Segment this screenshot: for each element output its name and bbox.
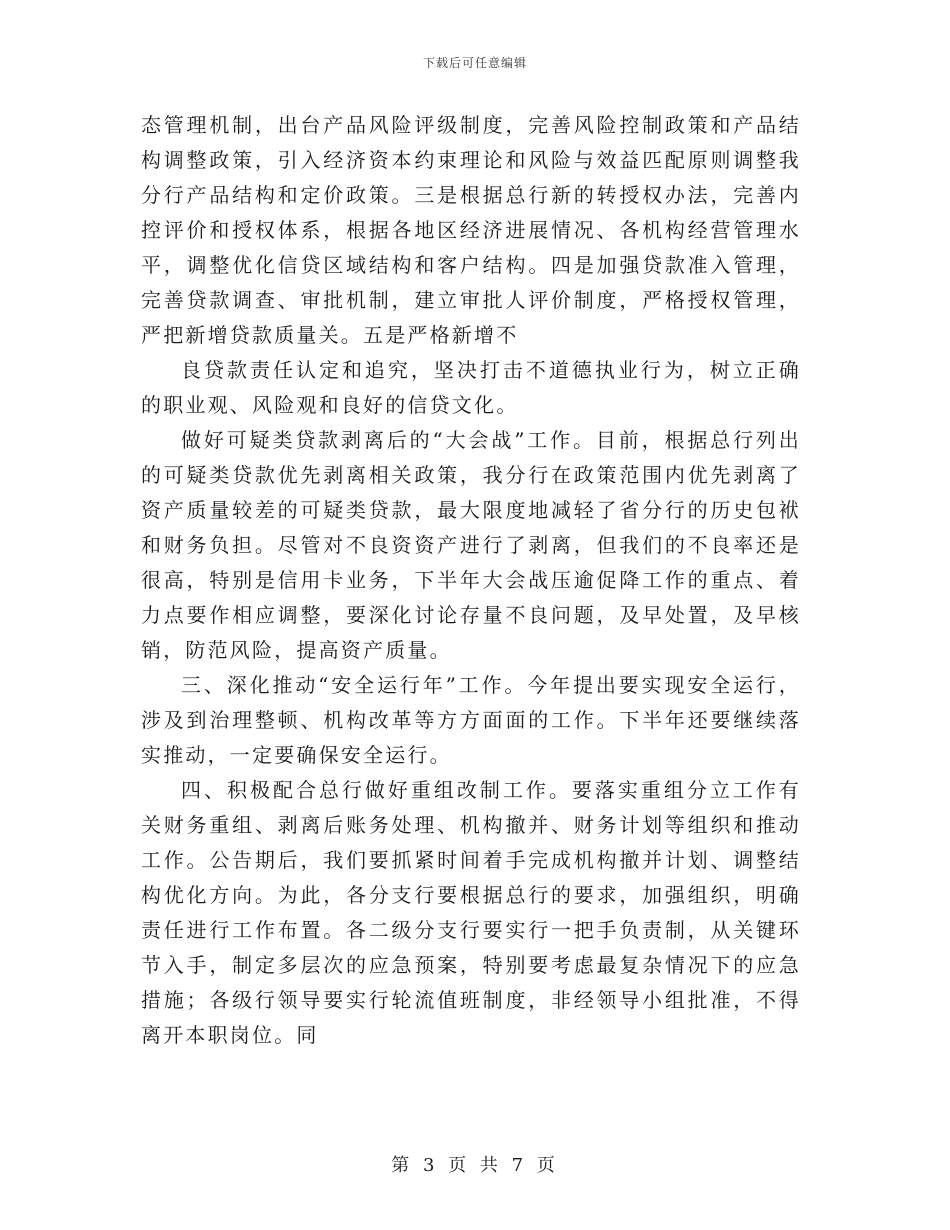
paragraph-5: 四、积极配合总行做好重组改制工作。要落实重组分立工作有关财务重组、剥离后账务处理、机构撤并、财务计划等组织和推动工作。公告期后，我们要抓紧时间着手完成机构撤并计划、调整结构优化方向。为此，各分支行要根据总行的要求，加强组织，明确责任进行工作布置。各二级分支行要实行一把手负责制，从关键环节入手，制定多层次的应急预案，特别要考虑最复杂情况下的应急措施；各级行领导要实行轮流值班制度，非经领导小组批准，不得离开本职岗位。同 [141, 778, 801, 1047]
paragraph-1: 态管理机制，出台产品风险评级制度，完善风险控制政策和产品结构调整政策，引入经济资本约束理论和风险与效益匹配原则调整我分行产品结构和定价政策。三是根据总行新的转授权办法，完善内控评价和授权体系，根据各地区经济进展情况、各机构经营管理水平，调整优化信贷区域结构和客户结构。四是加强贷款准入管理，完善贷款调查、审批机制，建立审批人评价制度，严格授权管理，严把新增贷款质量关。五是严格新增不 [141, 113, 801, 347]
page-number: 第 3 页 共 7 页 [391, 1155, 559, 1176]
paragraph-3: 做好可疑类贷款剥离后的“大会战”工作。目前，根据总行列出的可疑类贷款优先剥离相关政策，我分行在政策范围内优先剥离了资产质量较差的可疑类贷款，最大限度地减轻了省分行的历史包袱和财务负担。尽管对不良资资产进行了剥离，但我们的不良率还是很高，特别是信用卡业务，下半年大会战压逾促降工作的重点、着力点要作相应调整，要深化讨论存量不良问题，及早处置，及早核销，防范风险，提高资产质量。 [141, 428, 801, 662]
page-header: 下载后可任意编辑 [422, 56, 527, 70]
paragraph-4: 三、深化推动“安全运行年”工作。今年提出要实现安全运行，涉及到治理整顿、机构改革等方方面面的工作。下半年还要继续落实推动，一定要确保安全运行。 [141, 673, 801, 767]
paragraph-2: 良贷款责任认定和追究，坚决打击不道德执业行为，树立正确的职业观、风险观和良好的信贷文化。 [141, 358, 801, 417]
document-body [141, 108, 801, 1053]
